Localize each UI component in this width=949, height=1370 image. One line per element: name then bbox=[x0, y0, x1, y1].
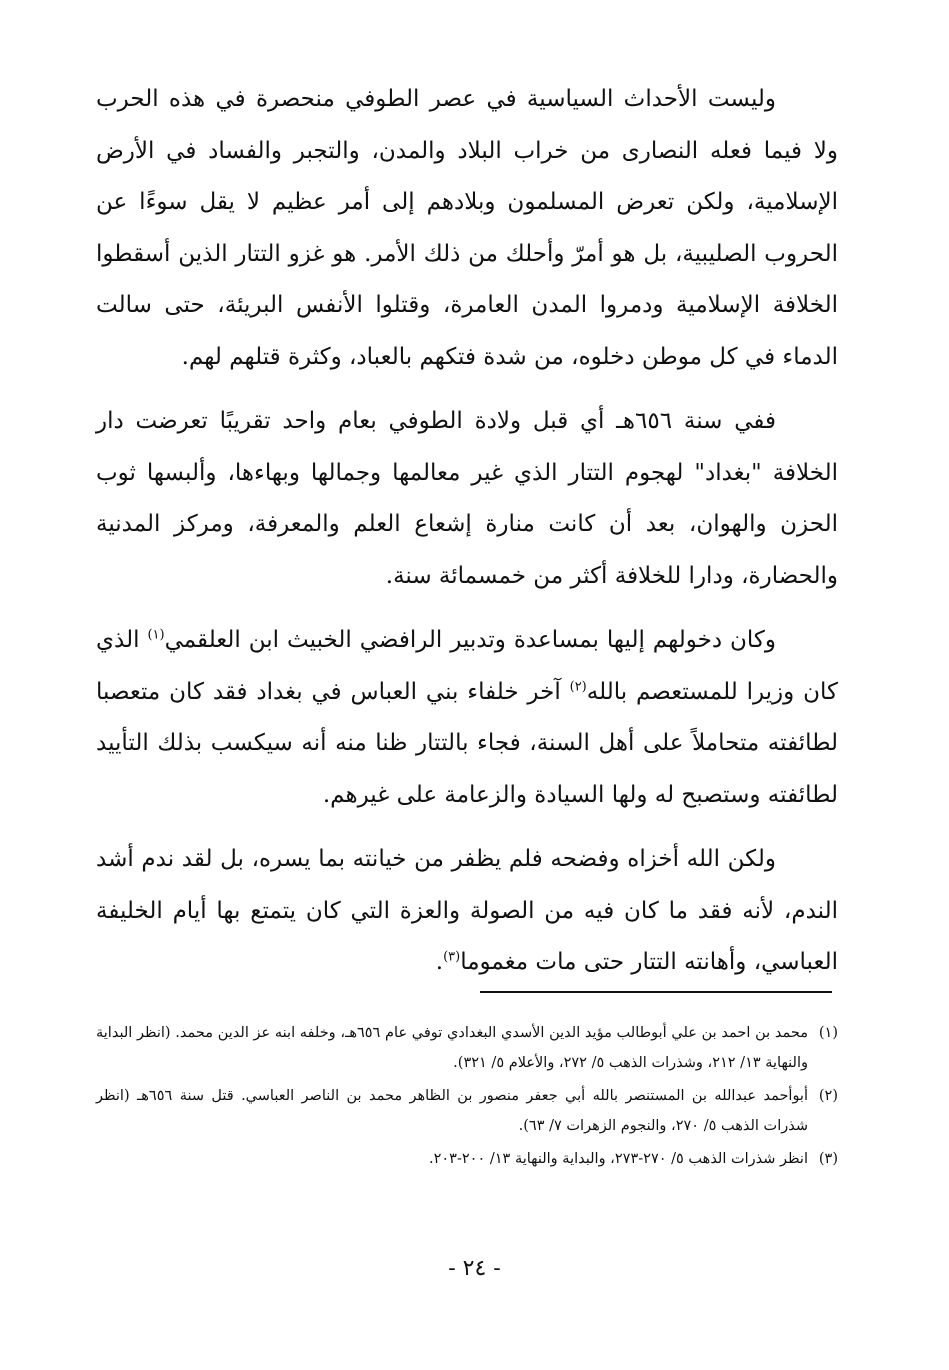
main-text bbox=[96, 74, 838, 989]
footnote-2 bbox=[96, 1081, 838, 1141]
paragraph-3-part-1: وكان دخولهم إليها بمساعدة وتدبير الرافضي الخبيث ابن العلقمي bbox=[164, 627, 776, 653]
footnote-ref-1: (١) bbox=[147, 627, 165, 643]
footnote-1 bbox=[96, 1018, 838, 1078]
footnote-text: انظر شذرات الذهب ٥/ ٢٧٠-٢٧٣، والبداية والنهاية ١٣/ ٢٠٠-٢٠٣. bbox=[429, 1151, 808, 1167]
footnote-ref-2: (٢) bbox=[569, 678, 587, 694]
footnote-number: (٢) bbox=[818, 1088, 838, 1104]
paragraph-3-part-3: آخر خلفاء بني العباس في بغداد فقد كان متعصبا لطائفته متحاملاً على أهل السنة، فجاء بالتتار ظنا منه أنه سيكسب بذلك التأييد لطائفته وستصبح له ولها السيادة والزعامة على غيرهم. bbox=[96, 678, 838, 808]
paragraph-2: ففي سنة ٦٥٦هـ أي قبل ولادة الطوفي بعام واحد تقريبًا تعرضت دار الخلافة "بغداد" لهجوم التتار الذي غير معالمها وجمالها وبهاءها، وألبسها ثوب الحزن والهوان، بعد أن كانت منارة إشعاع العلم والمعرفة، ومركز المدنية والحضارة، ودارا للخلافة أكثر من خمسمائة سنة. bbox=[96, 408, 838, 589]
paragraph-4-end: . bbox=[435, 949, 444, 975]
paragraph-4-text: ولكن الله أخزاه وفضحه فلم يظفر من خيانته بما يسره، بل لقد ندم أشد الندم، لأنه فقد ما كان فيه من الصولة والعزة التي كان يتمتع بها أيام الخليفة العباسي، وأهانته التتار حتى مات مغموما bbox=[96, 846, 838, 975]
footnote-ref-3: (٣) bbox=[443, 949, 461, 965]
paragraph-1: وليست الأحداث السياسية في عصر الطوفي منحصرة في هذه الحرب ولا فيما فعله النصارى من خراب البلاد والمدن، والتجبر والفساد في الأرض الإسلامية، ولكن تعرض المسلمون وبلادهم إلى أمر عظيم لا يقل سوءًا عن الحروب الصليبية، بل هو أمرّ وأحلك من ذلك الأمر. هو غزو التتار الذين أسقطوا الخلافة الإسلامية ودمروا المدن العامرة، وقتلوا الأنفس البريئة، حتى سالت الدماء في كل موطن دخلوه، من شدة فتكهم بالعباد، وكثرة قتلهم لهم. bbox=[96, 86, 838, 370]
footnotes bbox=[96, 1018, 838, 1177]
footnote-text: أبوأحمد عبدالله بن المستنصر بالله أبي جعفر منصور بن الظاهر محمد بن الناصر العباسي. قتل سنة ٦٥٦هـ (انظر شذرات الذهب ٥/ ٢٧٠، والنجوم الزهرات ٧/ ٦٣). bbox=[96, 1088, 809, 1134]
paragraph-3 bbox=[96, 615, 838, 821]
footnote-text: محمد بن احمد بن علي أبوطالب مؤيد الدين الأسدي البغدادي توفي عام ٦٥٦هـ، وخلفه ابنه عز الدين محمد. (انظر البداية والنهاية ١٣/ ٢١٢، وشذرات الذهب ٥/ ٢٧٢، والأعلام ٥/ ٣٢١). bbox=[96, 1025, 808, 1071]
page-number: - ٢٤ - bbox=[448, 1256, 501, 1281]
footnote-number: (١) bbox=[818, 1025, 838, 1041]
footnote-divider bbox=[480, 991, 832, 993]
paragraph-4 bbox=[96, 834, 838, 989]
paragraph-3-part-2: الذي كان وزيرا للمستعصم بالله bbox=[96, 627, 838, 705]
footnote-number: (٣) bbox=[818, 1151, 838, 1167]
footnote-3 bbox=[96, 1144, 838, 1174]
